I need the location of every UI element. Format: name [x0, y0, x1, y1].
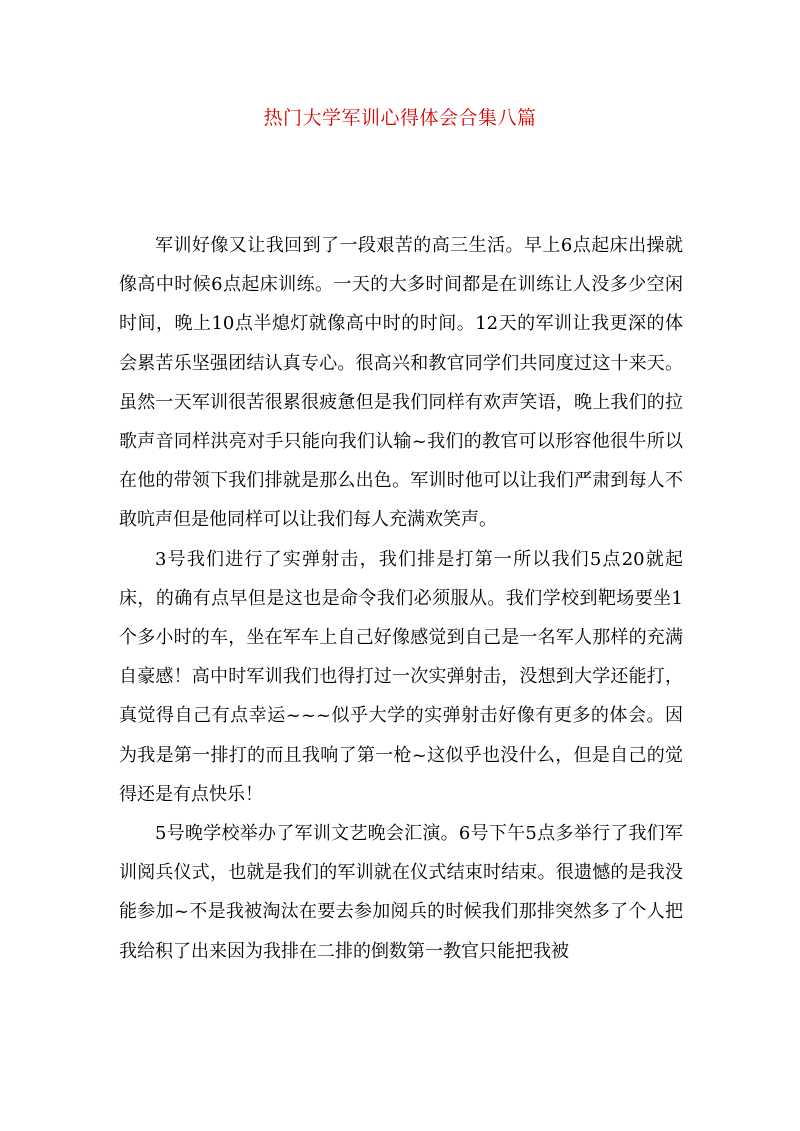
paragraph: 3号我们进行了实弹射击，我们排是打第一所以我们5点20就起床，的确有点早但是这也是命令我们必须服从。我们学校到靶场要坐1个多小时的车，坐在军车上自己好像感觉到自己是一名军人那样的充满自豪感！高中时军训我们也得打过一次实弹射击，没想到大学还能打，真觉得自己有点幸运~~~似乎大学的实弹射击好像有更多的体会。因为我是第一排打的而且我响了第一枪~这似乎也没什么，但是自己的觉得还是有点快乐！ — [119, 548, 683, 805]
document-body — [119, 226, 683, 971]
document-title: 热门大学军训心得体会合集八篇 — [263, 107, 537, 129]
paragraph: 军训好像又让我回到了一段艰苦的高三生活。早上6点起床出操就像高中时候6点起床训练。一天的大多时间都是在训练让人没多少空闲时间，晚上10点半熄灯就像高中时的时间。12天的军训让我更深的体会累苦乐坚强团结认真专心。很高兴和教官同学们共同度过这十来天。虽然一天军训很苦很累很疲惫但是我们同样有欢声笑语，晚上我们的拉歌声音同样洪亮对手只能向我们认输~我们的教官可以形容他很牛所以在他的带领下我们排就是那么出色。军训时他可以让我们严肃到每人不敢吭声但是他同样可以让我们每人充满欢笑声。 — [119, 235, 683, 531]
paragraph: 5号晚学校举办了军训文艺晚会汇演。6号下午5点多举行了我们军训阅兵仪式，也就是我们的军训就在仪式结束时结束。很遗憾的是我没能参加~不是我被淘汰在要去参加阅兵的时候我们那排突然多了个人把我给积了出来因为我排在二排的倒数第一教官只能把我被 — [119, 823, 683, 962]
